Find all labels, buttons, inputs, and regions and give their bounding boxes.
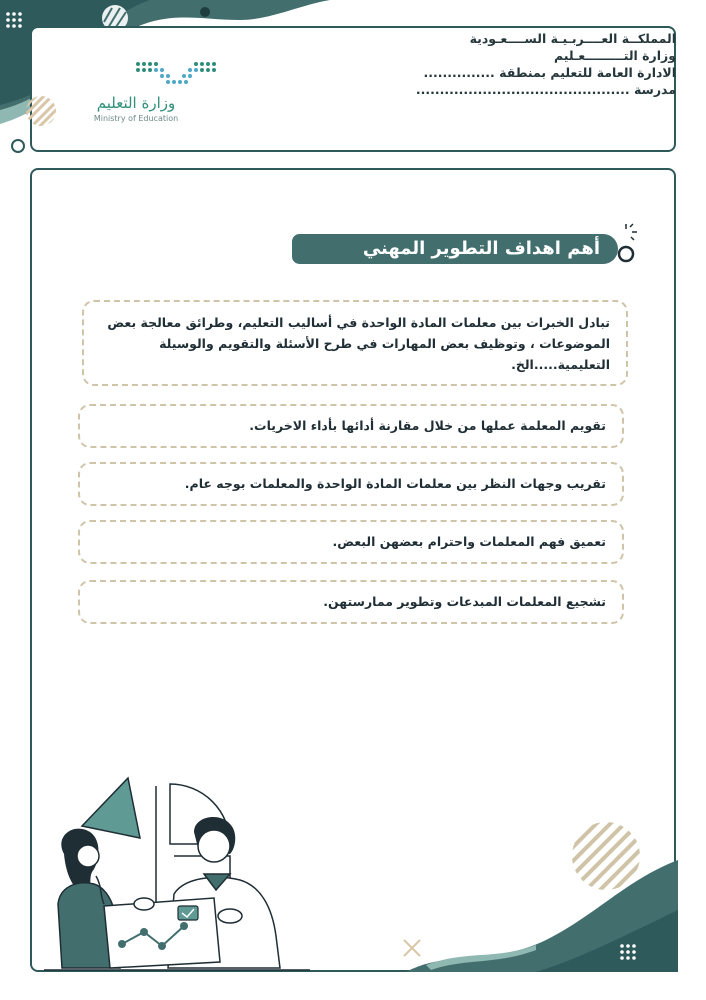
ministry-line: وزارة التـــــــــعـليم — [553, 48, 676, 63]
bottom-right-wave-decoration — [386, 800, 706, 1000]
ministry-logo — [82, 56, 192, 128]
goal-item: تقويم المعلمة عملها من خلال مقارنة أدائها بأداء الاخريات. — [78, 404, 624, 448]
logo-arabic-text: وزارة التعليم — [96, 94, 176, 112]
goal-item: تشجيع المعلمات المبدعات وتطوير ممارستهن. — [78, 580, 624, 624]
logo-english-text: Ministry of Education — [93, 114, 179, 123]
logo-dots-icon — [132, 58, 220, 90]
goal-item: تبادل الخبرات بين معلمات المادة الواحدة في أساليب التعليم، وطرائق معالجة بعض الموضوعات ، وتوظيف بعض المهارات في طرح الأسئلة والتقويم والوسيلة التعليمية.....الخ. — [82, 300, 628, 386]
title-sparkle-decoration — [612, 220, 648, 268]
teachers-discussion-illustration — [44, 776, 314, 972]
header-text-block — [416, 30, 676, 98]
goal-item: تقريب وجهات النظر بين معلمات المادة الواحدة والمعلمات بوجه عام. — [78, 462, 624, 506]
administration-line: الادارة العامة للتعليم بمنطقة ............... — [423, 65, 676, 80]
page-title: أهم اهداف التطوير المهني — [292, 234, 618, 264]
kingdom-line: المملكــة العــــربـيـة الســــعـودية — [469, 31, 676, 46]
school-line: مدرسة ............................................. — [415, 82, 676, 97]
striped-circle-decoration — [24, 94, 58, 128]
goal-item: تعميق فهم المعلمات واحترام بعضهن البعض. — [78, 520, 624, 564]
